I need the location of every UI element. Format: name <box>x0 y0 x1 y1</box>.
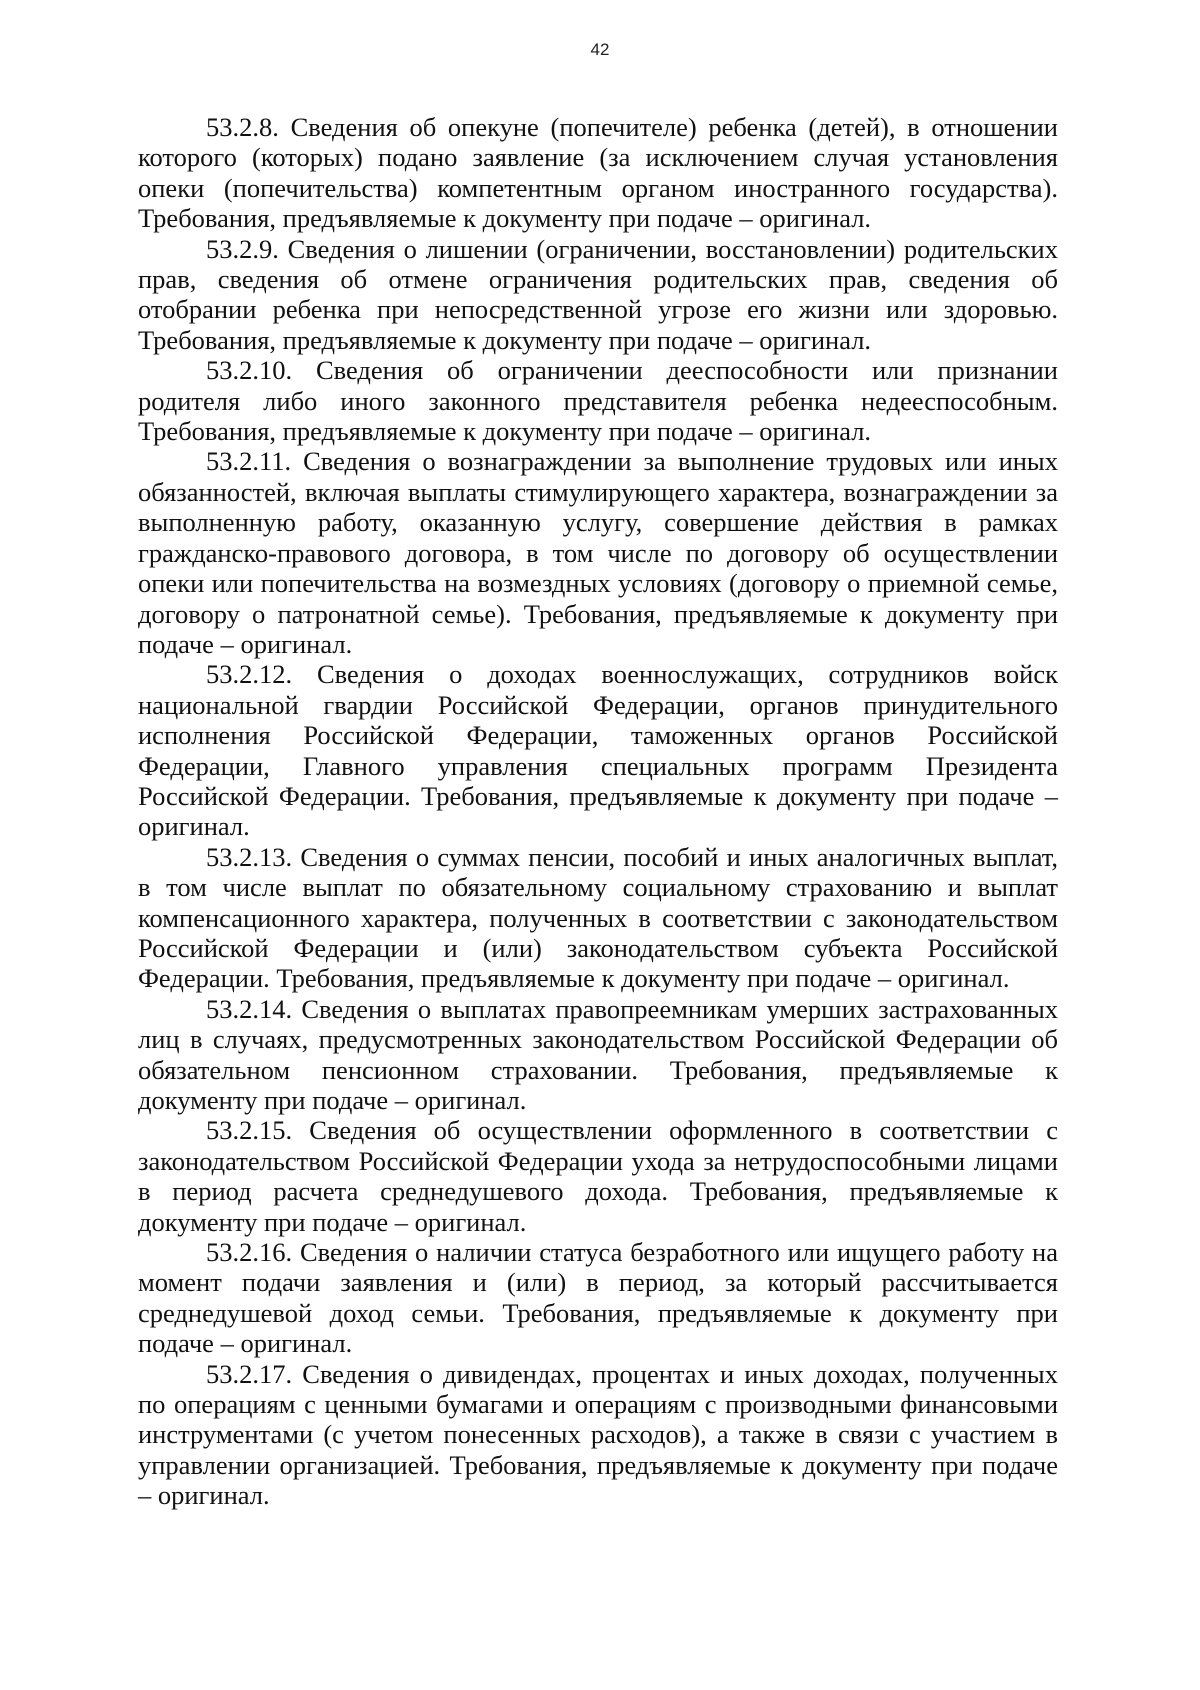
paragraph-53-2-17: 53.2.17. Сведения о дивидендах, процентах и иных доходах, полученных по операциям с ценными бумагами и операциям с производными финансовыми инструментами (с учетом понесенных расходов), а также в связи с участием в управлении организацией. Требования, предъявляемые к документу при подаче – оригинал. <box>138 1358 1058 1511</box>
paragraph-53-2-8: 53.2.8. Сведения об опекуне (попечителе) ребенка (детей), в отношении которого (которых) подано заявление (за исключением случая установления опеки (попечительства) компетентным органом иностранного государства). Требования, предъявляемые к документу при подаче – оригинал. <box>138 112 1058 234</box>
paragraph-53-2-15: 53.2.15. Сведения об осуществлении оформленного в соответствии с законодательством Российской Федерации ухода за нетрудоспособными лицами в период расчета среднедушевого дохода. Требования, предъявляемые к документу при подаче – оригинал. <box>138 1115 1058 1237</box>
paragraph-53-2-10: 53.2.10. Сведения об ограничении дееспособности или признании родителя либо иного законного представителя ребенка недееспособным. Требования, предъявляемые к документу при подаче – оригинал. <box>138 355 1058 447</box>
paragraph-53-2-9: 53.2.9. Сведения о лишении (ограничении, восстановлении) родительских прав, сведения об отмене ограничения родительских прав, сведения об отобрании ребенка при непосредственной угрозе его жизни или здоровью. Требования, предъявляемые к документу при подаче – оригинал. <box>138 233 1058 355</box>
paragraph-53-2-16: 53.2.16. Сведения о наличии статуса безработного или ищущего работу на момент подачи заявления и (или) в период, за который рассчитывается среднедушевой доход семьи. Требования, предъявляемые к документу при подаче – оригинал. <box>138 1237 1058 1359</box>
page-number: 42 <box>590 40 610 59</box>
paragraph-53-2-13: 53.2.13. Сведения о суммах пенсии, пособий и иных аналогичных выплат, в том числе выплат по обязательному социальному страхованию и выплат компенсационного характера, полученных в соответствии с законодательством Российской Федерации и (или) законодательством субъекта Российской Федерации. Требования, предъявляемые к документу при подаче – оригинал. <box>138 841 1058 994</box>
paragraph-53-2-11: 53.2.11. Сведения о вознаграждении за выполнение трудовых или иных обязанностей, включая выплаты стимулирующего характера, вознаграждении за выполненную работу, оказанную услугу, совершение действия в рамках гражданско-правового договора, в том числе по договору об осуществлении опеки или попечительства на возмездных условиях (договору о приемной семье, договору о патронатной семье). Требования, предъявляемые к документу при подаче – оригинал. <box>138 446 1058 659</box>
paragraph-53-2-14: 53.2.14. Сведения о выплатах правопреемникам умерших застрахованных лиц в случаях, предусмотренных законодательством Российской Федерации об обязательном пенсионном страховании. Требования, предъявляемые к документу при подаче – оригинал. <box>138 993 1058 1115</box>
paragraph-53-2-12: 53.2.12. Сведения о доходах военнослужащих, сотрудников войск национальной гвардии Российской Федерации, органов принудительного исполнения Российской Федерации, таможенных органов Российской Федерации, Главного управления специальных программ Президента Российской Федерации. Требования, предъявляемые к документу при подаче – оригинал. <box>138 659 1058 842</box>
document-body <box>138 112 1058 1511</box>
